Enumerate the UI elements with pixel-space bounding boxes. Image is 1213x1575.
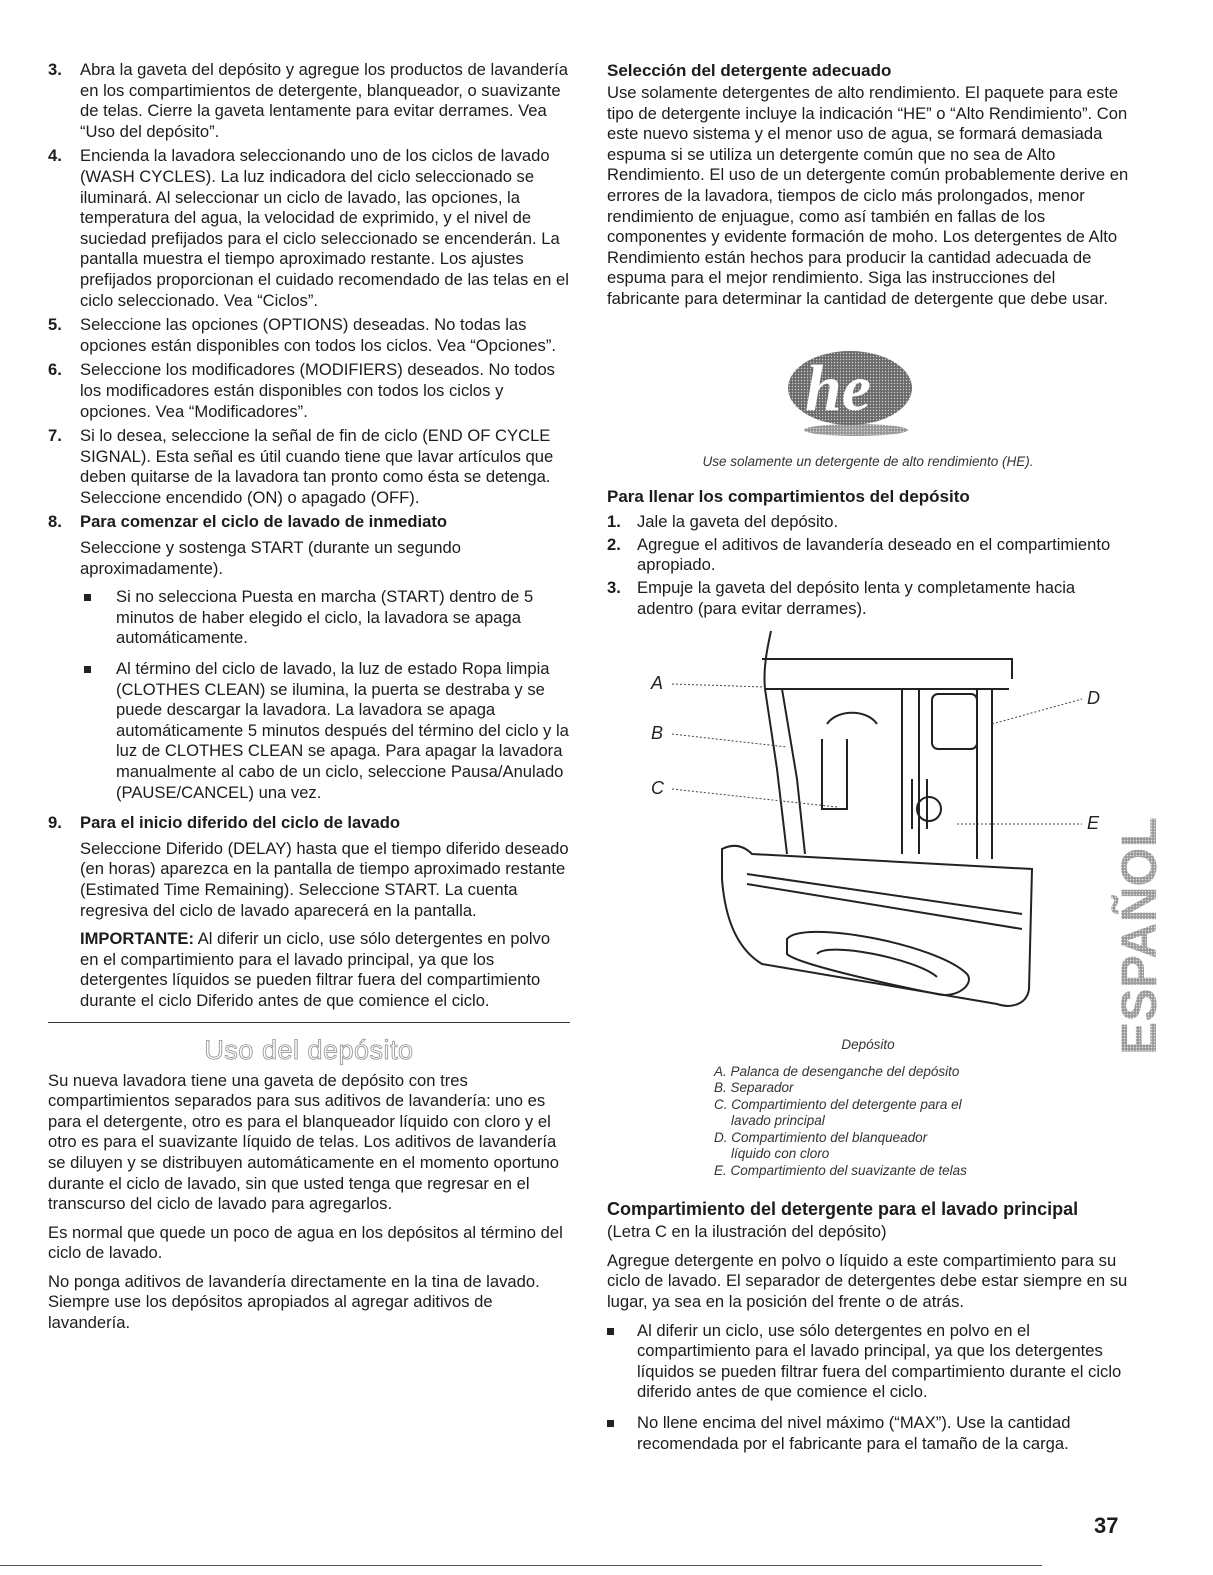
legend-text: líquido con cloro [731,1146,830,1162]
diagram-legend [607,1064,1129,1180]
detergent-heading: Selección del detergente adecuado [607,61,892,80]
step-number: 3. [607,577,621,597]
bullet-list [80,587,570,803]
legend-item [714,1064,1129,1081]
legend-item [714,1163,1129,1180]
step-number: 2. [607,534,621,554]
legend-item [714,1097,1129,1130]
he-logo-text: he [805,351,871,425]
step-number: 1. [607,512,621,532]
step-6 [48,360,570,422]
fill-steps [607,512,1129,619]
step-number: 8. [48,512,62,532]
important-label: IMPORTANTE: [80,929,194,949]
bullet-list [607,1321,1129,1455]
he-caption: Use solamente un detergente de alto rendimiento (HE). [702,453,1034,469]
step-text: Seleccione las opciones (OPTIONS) deseadas. No todas las opciones están disponibles con todos los ciclos. Vea “Opciones”. [80,315,556,355]
language-tab-text: ESPAÑOL [1111,817,1167,1055]
paragraph: Su nueva lavadora tiene una gaveta de depósito con tres compartimientos separados para sus aditivos de lavandería: uno es para el detergente, otro es para el blanqueador líquido con cloro y el otro es para el suavizante líquido de telas. Los aditivos de lavandería se diluyen y se distribuyen automáticamente en el momento oportuno durante el ciclo de lavado, sin que usted tenga que regresar en el transcurso del ciclo de lavado para agregarlos. [48,1070,560,1214]
main-wash-heading: Compartimiento del detergente para el lavado principal [607,1199,1079,1220]
language-tab [1111,815,1204,1060]
step-text: Empuje la gaveta del depósito lenta y completamente hacia adentro (para evitar derrames). [637,577,1076,618]
step-number: 5. [48,315,62,335]
step-text: Encienda la lavadora seleccionando uno de los ciclos de lavado (WASH CYCLES). La luz indicadora del ciclo seleccionado se iluminará. Al seleccionar un ciclo de lavado, las opciones, la temperatura del agua, la velocidad de exprimido, y el nivel de suciedad prefijados para el ciclo seleccionado se encenderán. La pantalla muestra el tiempo aproximado restante. Los ajustes prefijados proporcionan el cuidado recomendado de las telas en el ciclo seleccionado. Vea “Ciclos”. [80,146,569,310]
legend-text: lavado principal [731,1113,825,1129]
list-item: Al diferir un ciclo, use sólo detergentes en polvo en el compartimiento para el lavado principal, ya que los detergentes líquidos se pueden filtrar fuera del compartimiento durante el ciclo diferido antes de que comience el ciclo. [607,1321,1129,1403]
step-9 [48,813,570,1011]
step-5 [48,315,570,356]
legend-item [714,1080,1129,1097]
section-title: Uso del depósito [204,1034,414,1065]
fill-step [607,512,1129,533]
step-text: Seleccione los modificadores (MODIFIERS) deseados. No todos los modificadores están disponibles con todos los ciclos y opciones. Vea “Modificadores”. [80,360,555,421]
step-text: Jale la gaveta del depósito. [637,512,839,532]
step-number: 4. [48,146,62,166]
step-title: Para comenzar el ciclo de lavado de inmediato [80,512,448,532]
step-8 [48,512,570,803]
main-wash-text: Agregue detergente en polvo o líquido a este compartimiento para su ciclo de lavado. El separador de detergentes debe estar siempre en su lugar, ya sea en la posición del frente o de atrás. [607,1250,1128,1311]
label-e: E [1087,813,1100,834]
step-number: 6. [48,360,62,380]
footer-rule [0,1565,1042,1566]
legend-text: B. Separador [714,1080,794,1096]
important-text: Al diferir un ciclo, use sólo detergentes en polvo en el compartimiento para el lavado principal, ya que los detergentes líquidos se pueden filtrar fuera del compartimiento durante el ciclo Diferido antes de que comience el ciclo. [80,929,551,1010]
page-number: 37 [1094,1513,1119,1538]
diagram-title: Depósito [841,1037,895,1053]
step-text: Seleccione Diferido (DELAY) hasta que el tiempo diferido deseado (en horas) aparezca en la pantalla de tiempo aproximado restante (Estimated Time Remaining). Seleccione START. La cuenta regresiva del ciclo de lavado aparecerá en la pantalla. [80,838,569,920]
detergent-text: Use solamente detergentes de alto rendimiento. El paquete para este tipo de detergente incluye la indicación “HE” o “Alto Rendimiento”. Con este nuevo sistema y el menor uso de agua, se formará demasiada espuma si se utiliza un detergente común que no sea de Alto Rendimiento. El uso de un detergente común probablemente derive en errores de la lavadora, tiempos de ciclo más prolongados, menor rendimiento de enjuague, como así también en fallas de los componentes y evidente formación de moho. Los detergentes de Alto Rendimiento están hechos para producir la cantidad adecuada de espuma para el mejor rendimiento. Siga las instrucciones del fabricante para determinar la cantidad de detergente que debe usar. [607,83,1129,308]
label-d: D [1087,688,1100,709]
step-3 [48,60,570,142]
paragraph: Es normal que quede un poco de agua en los depósitos al término del ciclo de lavado. [48,1222,563,1263]
fill-step [607,578,1129,619]
legend-text: A. Palanca de desenganche del depósito [714,1063,960,1079]
main-wash-section [607,1197,1129,1454]
section-body [48,1071,570,1334]
step-7 [48,426,570,508]
important-note [80,929,570,1011]
label-b: B [651,723,664,744]
fill-heading: Para llenar los compartimientos del depósito [607,487,970,507]
label-c: C [651,778,664,799]
right-column [607,60,1129,1464]
steps-list [48,60,570,1012]
legend-text: E. Compartimiento del suavizante de telas [714,1162,967,1178]
step-text: Abra la gaveta del depósito y agregue los productos de lavandería en los compartimientos de detergente, blanqueador, o suavizante de telas. Cierre la gaveta lentamente para evitar derrames. Vea “Uso del depósito”. [80,60,569,141]
step-text: Agregue el aditivos de lavandería deseado en el compartimiento apropiado. [637,534,1111,575]
list-item: No llene encima del nivel máximo (“MAX”). Use la cantidad recomendada por el fabricante para el tamaño de la carga. [607,1413,1129,1454]
label-a: A [651,673,664,694]
dispenser-diagram [637,629,1107,1029]
paragraph: No ponga aditivos de lavandería directamente en la tina de lavado. Siempre use los depósitos apropiados al agregar aditivos de lavandería. [48,1271,540,1333]
step-4 [48,146,570,311]
list-item: Al término del ciclo de lavado, la luz de estado Ropa limpia (CLOTHES CLEAN) se ilumina, la puerta se destraba y se puede descargar la lavadora. La lavadora se apaga automáticamente 5 minutos después del término del ciclo y la luz de CLOTHES CLEAN se apaga. Para apagar la lavadora manualmente al cabo de un ciclo, seleccione Pausa/Anulado (PAUSE/CANCEL) una vez. [80,659,570,803]
main-wash-subtitle: (Letra C en la ilustración del depósito) [607,1222,887,1242]
left-column [48,60,570,1342]
he-logo [782,340,932,440]
fill-step [607,535,1129,576]
step-number: 7. [48,426,62,446]
legend-text: D. Compartimiento del blanqueador [714,1129,928,1145]
step-text: Seleccione y sostenga START (durante un segundo aproximadamente). [80,538,461,578]
step-text: Si lo desea, seleccione la señal de fin de ciclo (END OF CYCLE SIGNAL). Esta señal es útil cuando tiene que lavar artículos que deben quitarse de la lavadora tan pronto como ésta se detenga. Seleccione encendido (ON) o apagado (OFF). [80,426,554,507]
step-number: 9. [48,813,62,833]
step-title: Para el inicio diferido del ciclo de lavado [80,813,400,833]
step-number: 3. [48,60,62,79]
list-item: Si no selecciona Puesta en marcha (START) dentro de 5 minutos de haber elegido el ciclo, la lavadora se apaga automáticamente. [80,587,570,649]
legend-item [714,1130,1129,1163]
legend-text: C. Compartimiento del detergente para el [714,1096,962,1112]
section-divider [48,1022,570,1023]
